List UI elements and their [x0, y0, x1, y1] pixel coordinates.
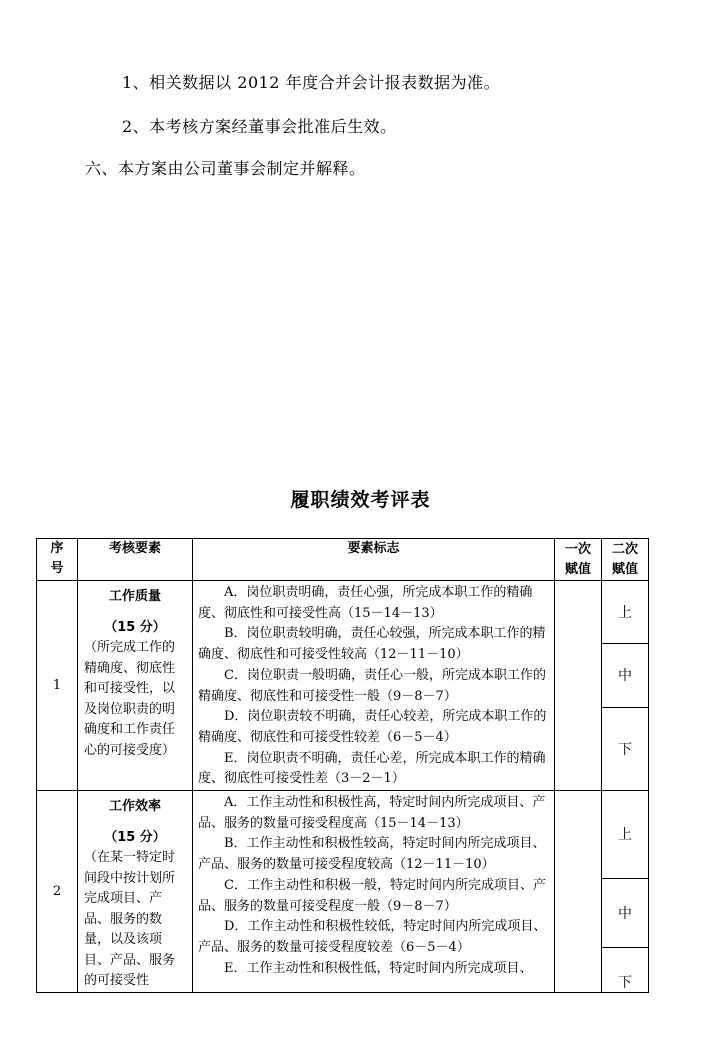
note-item-2: 2、本考核方案经董事会批准后生效。: [122, 117, 397, 136]
standard-a: A．岗位职责明确，责任心强，所完成本职工作的精确度、彻底性和可接受性高（15－14－13）: [198, 585, 533, 621]
factor-description: （所完成工作的精确度、彻底性和可接受性，以及岗位职责的明确度和工作责任心的可接受度）: [84, 640, 176, 758]
standard-e: E．工作主动性和积极性低，特定时间内所完成项目、: [224, 960, 533, 976]
note-item-1: 1、相关数据以 2012 年度合并会计报表数据为准。: [122, 73, 501, 92]
grade-low[interactable]: 下: [602, 947, 649, 992]
factor-name: 工作效率: [108, 799, 161, 815]
factor-name: 工作质量: [108, 589, 161, 604]
table-row: [37, 581, 649, 644]
table-row: [37, 791, 649, 879]
header-first-score: 一次赋值: [555, 539, 602, 581]
standard-c: C．工作主动性和积极一般，特定时间内所完成项目、产品、服务的数量可接受程度一般（9－8－7）: [198, 877, 546, 914]
header-seq: 序号: [37, 539, 78, 581]
standard-c: C．岗位职责一般明确，责任心一般，所完成本职工作的精确度、彻底性和可接受性一般（9－8－7）: [198, 667, 546, 704]
factor-cell: [78, 581, 193, 791]
standard-e: E．岗位职责不明确，责任心差，所完成本职工作的精确度、彻底性可接受性差（3－2－1）: [198, 750, 546, 787]
first-score-cell[interactable]: [555, 581, 602, 791]
standards-cell: [193, 791, 555, 993]
table-header-row: [37, 539, 649, 581]
standard-d: D．工作主动性和积极性较低，特定时间内所完成项目、产品、服务的数量可接受程度较差（6－5－4）: [198, 919, 547, 955]
grade-mid[interactable]: 中: [602, 644, 649, 707]
grade-high[interactable]: 上: [602, 791, 649, 879]
table-title: 履职绩效考评表: [290, 489, 431, 511]
standard-d: D．岗位职责较不明确，责任心较差，所完成本职工作的精确度、彻底性和可接受性较差（6－5－4）: [198, 709, 547, 745]
standard-b: B．岗位职责较明确，责任心较强，所完成本职工作的精确度、彻底性和可接受性较高（12－11－10）: [198, 626, 546, 663]
grade-low[interactable]: 下: [602, 707, 649, 790]
standard-b: B．工作主动性和积极性较高，特定时间内所完成项目、产品、服务的数量可接受程度较高（12－11－10）: [198, 836, 546, 873]
factor-description: （在某一特定时间段中按计划所完成项目、产品、服务的数量，以及该项目、产品、服务的可接受性: [84, 850, 176, 989]
standards-cell: [193, 581, 555, 791]
header-factor: 考核要素: [78, 539, 193, 581]
section-6-note: 六、本方案由公司董事会制定并解释。: [85, 159, 366, 178]
row-seq: 2: [37, 791, 78, 993]
evaluation-table: [36, 538, 649, 993]
grade-mid[interactable]: 中: [602, 878, 649, 947]
standard-a: A．工作主动性和积极性高，特定时间内所完成项目、产品、服务的数量可接受程度高（15－14－13）: [198, 795, 546, 831]
factor-score: （15 分）: [104, 829, 166, 845]
factor-score: （15 分）: [104, 619, 166, 635]
row-seq: 1: [37, 581, 78, 791]
factor-cell: [78, 791, 193, 993]
grade-high[interactable]: 上: [602, 581, 649, 644]
first-score-cell[interactable]: [555, 791, 602, 993]
header-second-score: 二次赋值: [602, 539, 649, 581]
header-standards: 要素标志: [193, 539, 555, 581]
